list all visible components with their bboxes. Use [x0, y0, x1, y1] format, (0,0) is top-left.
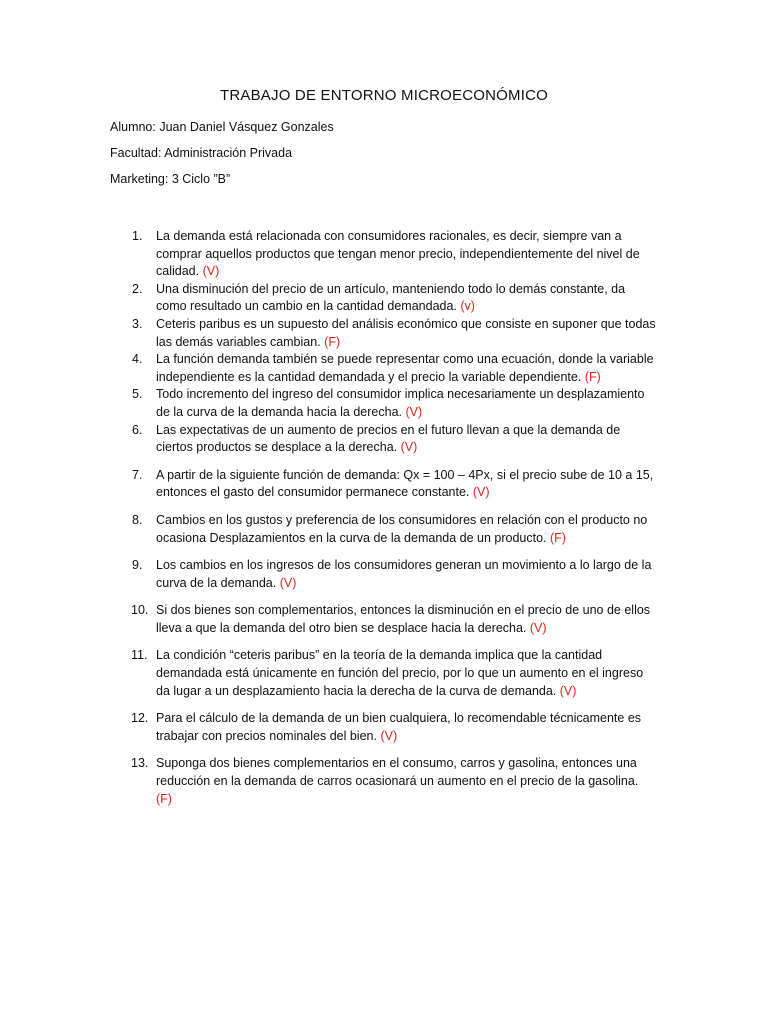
item-number: 11.: [131, 648, 148, 663]
list-item: [0, 228, 656, 281]
list-item: [0, 316, 656, 351]
item-number: 2.: [132, 281, 143, 296]
item-answer: (V): [202, 264, 220, 279]
item-text: Una disminución del precio de un artículo, manteniendo todo lo demás constante, da como resultado un cambio en la cantidad demandada.: [156, 281, 626, 314]
list-item: [0, 710, 656, 745]
item-number: 7.: [132, 467, 143, 482]
item-text: Cambios en los gustos y preferencia de los consumidores en relación con el producto no ocasiona Desplazamientos en la curva de la demanda de un producto.: [156, 512, 648, 545]
item-answer: (F): [584, 369, 601, 384]
item-answer: (V): [405, 404, 423, 419]
item-number: 12.: [131, 711, 149, 726]
student-name: Alumno: Juan Daniel Vásquez Gonzales: [110, 120, 334, 134]
item-number: 10.: [131, 603, 149, 618]
item-answer: (V): [559, 683, 577, 698]
item-answer: (V): [529, 620, 547, 635]
item-number: 6.: [132, 422, 143, 437]
item-number: 13.: [131, 756, 149, 771]
item-answer: (F): [550, 530, 566, 545]
item-text: Las expectativas de un aumento de precios en el futuro llevan a que la demanda de ciertos productos se desplace a la derecha.: [156, 422, 621, 455]
item-number: 4.: [132, 352, 143, 367]
list-item: [0, 755, 656, 808]
item-text: La demanda está relacionada con consumidores racionales, es decir, siempre van a comprar aquellos productos que tengan menor precio, independientemente del nivel de calidad.: [156, 229, 640, 279]
item-text: Suponga dos bienes complementarios en el consumo, carros y gasolina, entonces una reducción en la demanda de carros ocasionará un aumento en el precio de la gasolina.: [156, 756, 639, 789]
item-answer: (v): [460, 299, 475, 314]
list-item: [0, 512, 656, 547]
list-item: [0, 422, 656, 457]
item-text: Si dos bienes son complementarios, entonces la disminución en el precio de uno de ellos lleva a que la demanda del otro bien se desplace hacia la derecha.: [156, 603, 651, 635]
item-answer: (F): [156, 791, 172, 806]
item-answer: (V): [400, 440, 418, 455]
question-list: [0, 228, 768, 808]
item-number: 8.: [132, 512, 143, 527]
item-text: Para el cálculo de la demanda de un bien cualquiera, lo recomendable técnicamente es trabajar con precios nominales del bien.: [156, 711, 642, 743]
item-text: Ceteris paribus es un supuesto del análisis económico que consiste en suponer que todas las demás variables cambian.: [156, 316, 656, 349]
list-item: [0, 647, 656, 700]
page-title: TRABAJO DE ENTORNO MICROECONÓMICO: [219, 87, 548, 104]
list-item: [0, 602, 656, 637]
item-number: 3.: [132, 316, 143, 331]
faculty-line: Facultad: Administración Privada: [110, 146, 293, 160]
item-answer: (V): [380, 728, 398, 743]
list-item: [0, 557, 656, 592]
item-text: Los cambios en los ingresos de los consumidores generan un movimiento a lo largo de la curva de la demanda.: [156, 558, 652, 590]
item-text: A partir de la siguiente función de demanda: Qx = 100 – 4Px, si el precio sube de 10 a 15, entonces el gasto del consumidor permanece constante.: [156, 467, 654, 500]
item-answer: (V): [279, 575, 297, 590]
item-answer: (F): [324, 334, 341, 349]
item-number: 9.: [132, 558, 143, 573]
item-number: 1.: [132, 229, 143, 243]
list-item: [0, 351, 656, 386]
item-number: 5.: [132, 387, 143, 402]
list-item: [0, 281, 656, 316]
item-text: La condición “ceteris paribus” en la teoría de la demanda implica que la cantidad demandada está únicamente en función del precio, por lo que un aumento en el ingreso da lugar a un desplazamiento hacia la derecha de la curva de demanda.: [156, 648, 644, 698]
item-text: La función demanda también se puede representar como una ecuación, donde la variable independiente es la cantidad demandada y el precio la variable dependiente.: [156, 352, 654, 384]
item-text: Todo incremento del ingreso del consumidor implica necesariamente un desplazamiento de la curva de la demanda hacia la derecha.: [156, 387, 645, 419]
program-line: Marketing: 3 Ciclo ”B”: [110, 172, 231, 186]
list-item: [0, 386, 656, 421]
list-item: [0, 467, 656, 502]
item-answer: (V): [472, 485, 490, 500]
